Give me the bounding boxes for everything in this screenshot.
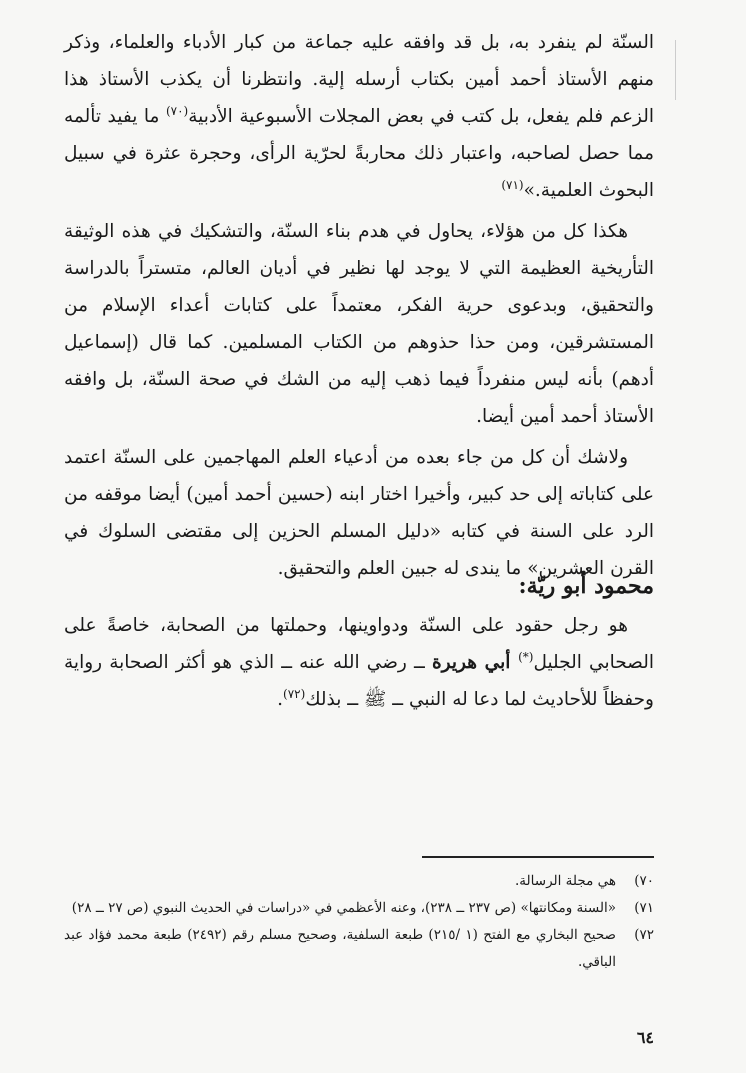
footnotes [64, 868, 654, 976]
footnote-number: ٧١) [634, 900, 654, 916]
footnote-item [64, 868, 654, 895]
section-text-1: هو رجل حقود على السنّة ودواوينها، وحملتها من الصحابة، خاصةً على الصحابي الجليل [64, 615, 654, 673]
section-heading: محمود أبو ريّة: [518, 573, 654, 599]
paragraph-2: هكذا كل من هؤلاء، يحاول في هدم بناء السنّة، والتشكيك في هذه الوثيقة التأريخية العظيمة التي لا يوجد لها نظير في أديان العالم، متستراً بالدراسة والتحقيق، وبدعوى حرية الفكر، معتمداً على كتابات أعداء الإسلام من المستشرقين، ومن حذا حذوهم من الكتاب المسلمين. كما قال (إسماعيل أدهم) بأنه ليس منفرداً فيما ذهب إليه من الشك في صحة السنّة، بل وافقه الأستاذ أحمد أمين أيضا. [64, 221, 654, 427]
footnote-item [64, 895, 654, 922]
footnote-text: هي مجلة الرسالة. [515, 873, 616, 889]
footnote-number: ٧٢) [634, 927, 654, 943]
footnote-divider [422, 856, 654, 858]
footnote-text: «السنة ومكانتها» (ص ٢٣٧ ــ ٢٣٨)، وعنه الأعظمي في «دراسات في الحديث النبوي (ص ٢٧ ــ ٢٨) [71, 900, 616, 916]
body-text [64, 24, 654, 587]
footnote-item [64, 922, 654, 976]
footnote-ref-72[interactable]: (٧٢) [283, 686, 306, 701]
section-text-2: ــ رضي الله عنه ــ الذي هو أكثر الصحابة رواية وحفظاً للأحاديث لما دعا له النبي ــ ﷺ ــ بذلك [64, 652, 654, 710]
footnote-number: ٧٠) [634, 873, 654, 889]
inline-ref-star: (*) [518, 649, 534, 664]
footnote-text: صحيح البخاري مع الفتح (١ /٢١٥) طبعة السلفية، وصحيح مسلم رقم (٢٤٩٢) طبعة محمد فؤاد عبد الباقي. [64, 927, 616, 970]
section-text [64, 607, 654, 718]
paragraph-1-text-2: ما يفيد تألمه مما حصل لصاحبه، واعتبار ذلك محاربةً لحرّية الرأى، وحجرة عثرة في سبيل البحوث العلمية.» [64, 106, 654, 201]
footnote-ref-70[interactable]: (٧٠) [165, 103, 189, 118]
margin-mark [671, 40, 676, 100]
section-paragraph [64, 607, 654, 718]
page-number: ٦٤ [636, 1028, 654, 1047]
paragraph-1-text: السنّة لم ينفرد به، بل قد وافقه عليه جماعة من كبار الأدباء والعلماء، وذكر منهم الأستاذ أحمد أمين بكتاب أرسله إلية. وانتظرنا أن يكذب الأستاذ هذا الزعم فلم يفعل، بل كتب في بعض المجلات الأسبوعية الأدبية [64, 32, 654, 127]
paragraph-1 [64, 24, 654, 209]
paragraph-3: ولاشك أن كل من جاء بعده من أدعياء العلم المهاجمين على السنّة اعتمد على كتاباته إلى حد كبير، وأخيرا اختار ابنه (حسين أحمد أمين) أيضا موقفه من الرد على السنة في كتابه «دليل المسلم الحزين إلى مقتضى السلوك في القرن العشرين» ما يندى له جبين العلم والتحقيق. [64, 447, 654, 579]
footnote-ref-71[interactable]: (٧١) [501, 177, 524, 192]
section-text-end: . [277, 689, 284, 710]
section-bold-name: أبي هريرة [431, 652, 519, 673]
